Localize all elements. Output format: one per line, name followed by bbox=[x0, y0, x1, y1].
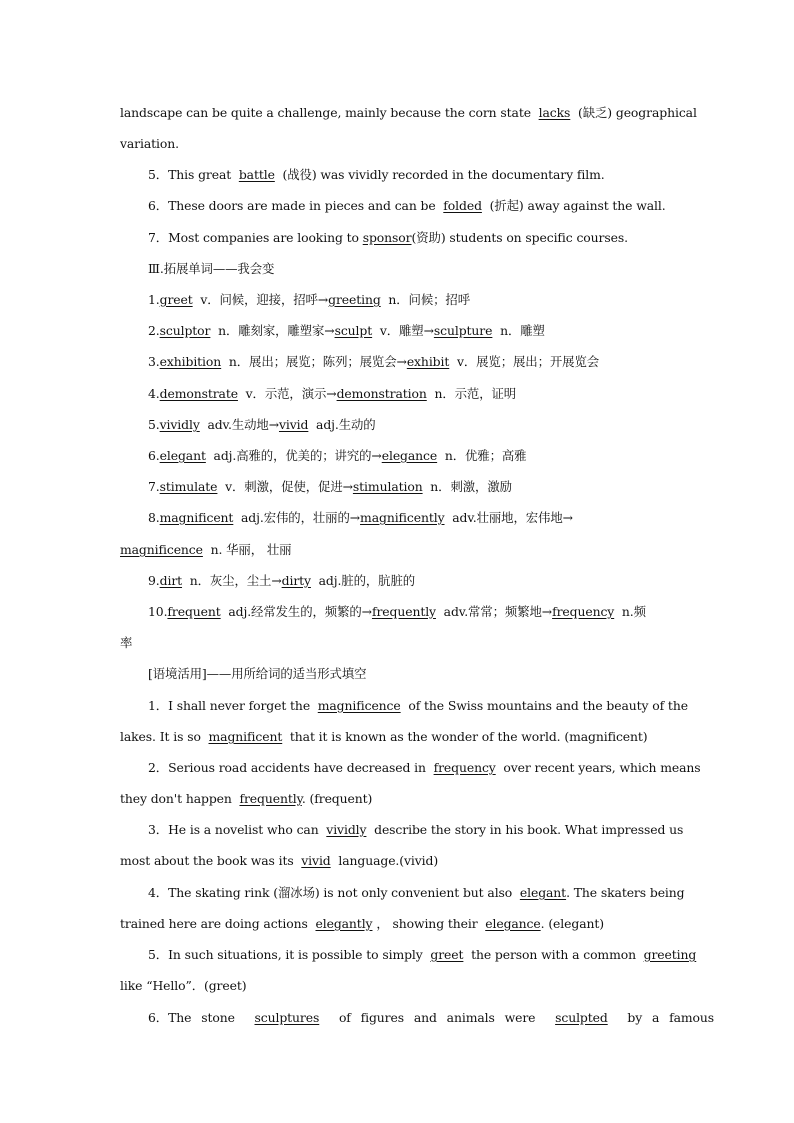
exercise-line: 2．Serious road accidents have decreased in frequency over recent years, which means bbox=[148, 760, 701, 775]
exercise-line: they don't happen frequently. (frequent) bbox=[120, 791, 373, 806]
exercise-line: like “Hello”．(greet) bbox=[120, 978, 247, 993]
word-item: 2.sculptor n．雕刻家，雕塑家→sculpt v．雕塑→sculpture n．雕塑 bbox=[148, 323, 545, 338]
exercise-line: 4．The skating rink (溜冰场) is not only convenient but also elegant. The skaters being bbox=[148, 885, 685, 900]
word-item: 5.vividly adv.生动地→vivid adj.生动的 bbox=[148, 417, 376, 432]
context-heading: [语境活用]——用所给词的适当形式填空 bbox=[148, 666, 367, 681]
sentence-line: 6．These doors are made in pieces and can be folded (折起) away against the wall. bbox=[148, 198, 666, 213]
word-item: 4.demonstrate v．示范，演示→demonstration n．示范，证明 bbox=[148, 386, 517, 401]
word-item-continued: 率 bbox=[120, 635, 133, 650]
section-heading: Ⅲ.拓展单词——我会变 bbox=[148, 261, 275, 276]
exercise-line: 3．He is a novelist who can vividly describe the story in his book. What impressed us bbox=[148, 822, 684, 837]
exercise-line: 1．I shall never forget the magnificence of the Swiss mountains and the beauty of the bbox=[148, 698, 688, 713]
answer-blank: lacks bbox=[538, 105, 571, 120]
exercise-line: trained here are doing actions elegantly ， showing their elegance. (elegant) bbox=[120, 916, 604, 931]
sentence-line: 7．Most companies are looking to sponsor(资助) students on specific courses. bbox=[148, 230, 628, 245]
exercise-line: 5．In such situations, it is possible to simply greet the person with a common greeting bbox=[148, 947, 697, 962]
exercise-line: 6．The stone sculptures of figures and animals were sculpted by a famous bbox=[148, 1010, 715, 1025]
word-item: 8.magnificent adj.宏伟的，壮丽的→magnificently adv.壮丽地，宏伟地→ bbox=[148, 510, 573, 525]
exercise-line: most about the book was its vivid language.(vivid) bbox=[120, 853, 439, 868]
answer-blank: sponsor bbox=[362, 230, 412, 245]
word-item: 6.elegant adj.高雅的，优美的；讲究的→elegance n．优雅；高雅 bbox=[148, 448, 527, 463]
word-item: 3.exhibition n．展出；展览；陈列；展览会→exhibit v．展览；展出；开展览会 bbox=[148, 354, 600, 369]
word-item: 9.dirt n．灰尘，尘土→dirty adj.脏的，肮脏的 bbox=[148, 573, 416, 588]
word-item: 10.frequent adj.经常发生的，频繁的→frequently adv.常常；频繁地→frequency n.频 bbox=[148, 604, 646, 619]
word-item-continued: magnificence n. 华丽， 壮丽 bbox=[120, 542, 292, 557]
answer-blank: folded bbox=[443, 198, 482, 213]
sentence-line: variation. bbox=[120, 136, 179, 151]
exercise-line: lakes. It is so magnificent that it is known as the wonder of the world. (magnificent) bbox=[120, 729, 648, 744]
sentence-line: 5．This great battle (战役) was vividly recorded in the documentary film. bbox=[148, 167, 605, 182]
answer-blank: battle bbox=[238, 167, 275, 182]
sentence-line: landscape can be quite a challenge, mainly because the corn state lacks (缺乏) geographical bbox=[120, 105, 697, 120]
word-item: 7.stimulate v．刺激，促使，促进→stimulation n．刺激，激励 bbox=[148, 479, 512, 494]
word-item: 1.greet v．问候，迎接，招呼→greeting n．问候；招呼 bbox=[148, 292, 471, 307]
